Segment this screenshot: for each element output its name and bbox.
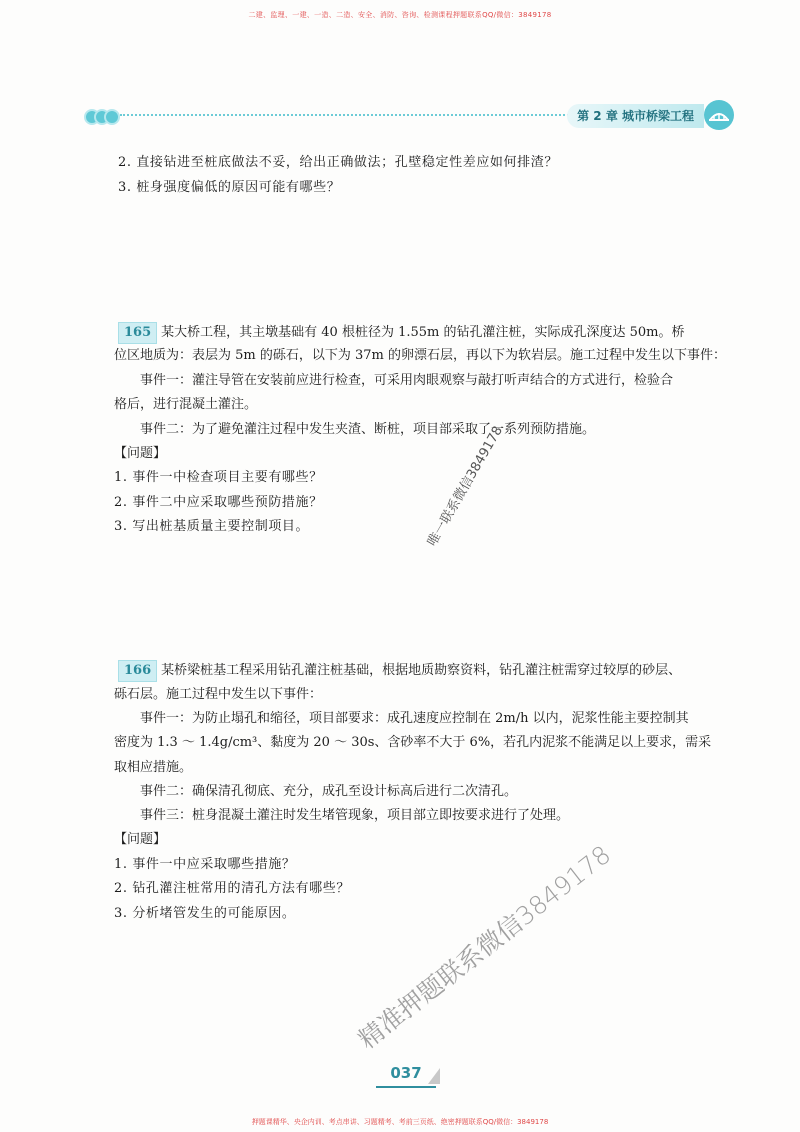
case-166-line: 取相应措施。 [114, 760, 193, 775]
case-number-badge: 166 [118, 660, 157, 682]
case-number-badge: 165 [118, 322, 157, 344]
case-165-line: 事件一：灌注导管在安装前应进行检查，可采用肉眼观察与敲打听声结合的方式进行，检验合 [140, 373, 674, 388]
chapter-title: 第 2 章 城市桥梁工程 [567, 104, 704, 128]
case-166-line: 事件二：确保清孔彻底、充分，成孔至设计标高后进行二次清孔。 [140, 784, 518, 799]
chapter-header [84, 100, 734, 134]
header-dotted-rule [120, 114, 584, 116]
page-number: 037 [376, 1064, 436, 1088]
case-165-line: 格后，进行混凝土灌注。 [114, 397, 258, 412]
bridge-icon [704, 100, 734, 130]
case-166-question: 2. 钻孔灌注桩常用的清孔方法有哪些？ [114, 881, 350, 896]
case-166-line: 事件三：桩身混凝土灌注时发生堵管现象，项目部立即按要求进行了处理。 [140, 808, 570, 823]
case-165-question: 3. 写出桩基质量主要控制项目。 [114, 519, 310, 534]
case-166-line: 166 某桥梁桩基工程采用钻孔灌注桩基础，根据地质勘察资料，钻孔灌注桩需穿过较厚的砂层、 [118, 660, 681, 682]
top-contact-note: 二建、监理、一建、一造、二造、安全、消防、咨询、检测课程押题联系QQ/微信：3849178 [248, 11, 552, 19]
case-165-problem-heading: 【问题】 [114, 446, 167, 461]
case-165-line: 位区地质为：表层为 5m 的砾石，以下为 37m 的卵漂石层，再以下为软岩层。施工过程中发生以下事件： [114, 348, 726, 363]
case-166-question: 3. 分析堵管发生的可能原因。 [114, 906, 296, 921]
case-165-line: 事件二：为了避免灌注过程中发生夹渣、断桩，项目部采取了一系列预防措施。 [140, 422, 596, 437]
case-165-question: 2. 事件二中应采取哪些预防措施？ [114, 495, 323, 510]
bottom-contact-note: 押题课精华、央企内训、考点串讲、习题精考、考前三页纸、绝密押题联系QQ/微信：3849178 [251, 1118, 549, 1126]
watermark-large: 精准押题联系微信3849178 [352, 839, 617, 1055]
case-166-line: 事件一：为防止塌孔和缩径，项目部要求：成孔速度应控制在 2m/h 以内，泥浆性能主要控制其 [140, 711, 689, 726]
case-166-line: 砾石层。施工过程中发生以下事件： [114, 687, 323, 702]
case-165-line: 165 某大桥工程，其主墩基础有 40 根桩径为 1.55m 的钻孔灌注桩，实际成孔深度达 50m。桥 [118, 322, 685, 344]
case-166-problem-heading: 【问题】 [114, 832, 167, 847]
prev-question: 2. 直接钻进至桩底做法不妥，给出正确做法；孔壁稳定性差应如何排渣？ [118, 155, 558, 170]
header-decoration-icon [84, 109, 114, 129]
prev-question: 3. 桩身强度偏低的原因可能有哪些？ [118, 180, 341, 195]
case-166-line: 密度为 1.3 ～ 1.4g/cm³、黏度为 20 ～ 30s、含砂率不大于 6%，若孔内泥浆不能满足以上要求，需采 [114, 735, 712, 750]
case-166-question: 1. 事件一中应采取哪些措施？ [114, 857, 296, 872]
watermark-small: 唯一联系微信3849178 [425, 423, 506, 549]
case-165-question: 1. 事件一中检查项目主要有哪些？ [114, 470, 323, 485]
